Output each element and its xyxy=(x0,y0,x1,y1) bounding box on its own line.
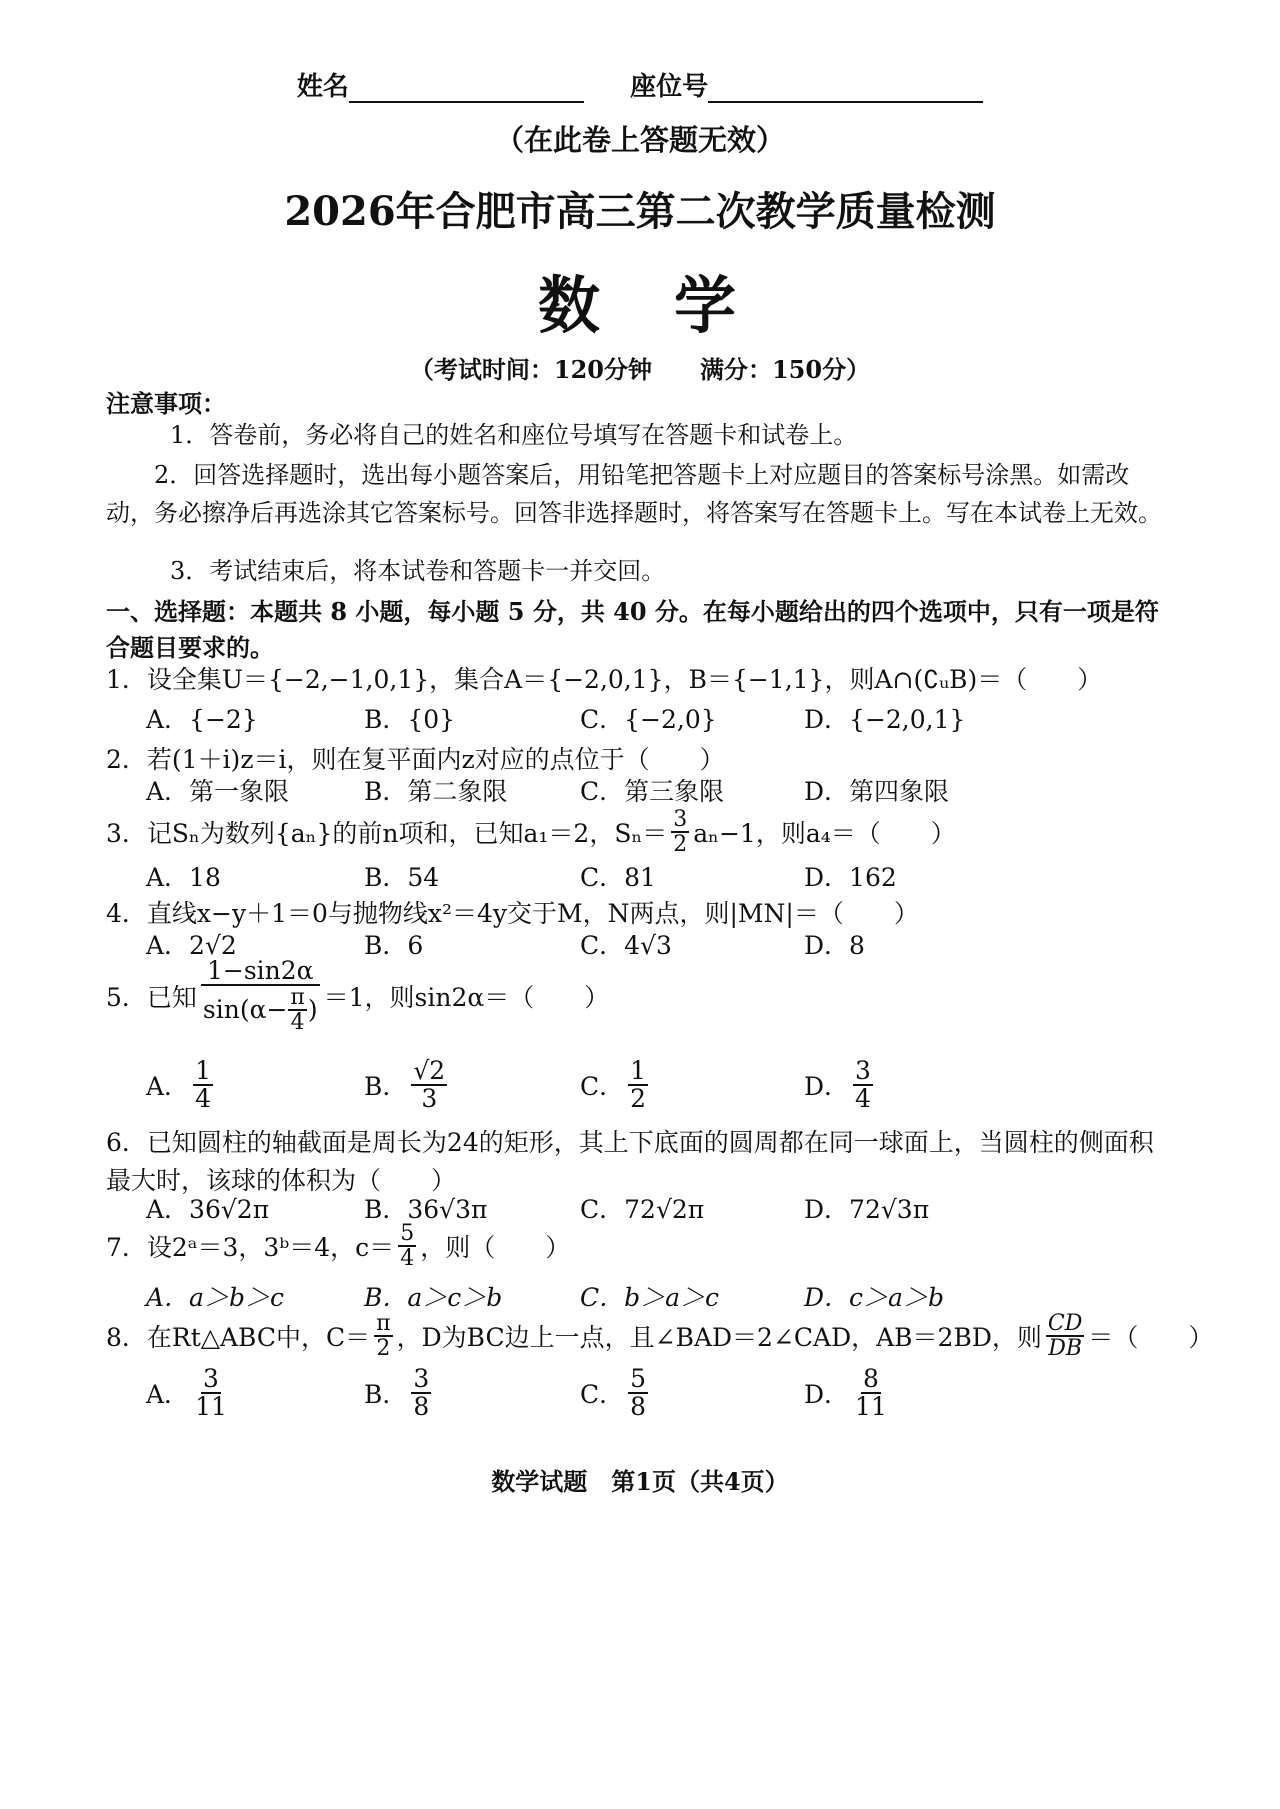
q5-option-b-num: √2 xyxy=(413,1056,446,1085)
student-info-line xyxy=(0,66,1280,103)
q8-pi-den: 2 xyxy=(376,1336,391,1362)
q8-option-c-num: 5 xyxy=(630,1364,647,1393)
q5-option-a-den: 4 xyxy=(195,1084,211,1114)
q7-stem-a: 7．设2ᵃ＝3，3ᵇ＝4，c＝ xyxy=(106,1233,395,1263)
instructions-heading: 注意事项： xyxy=(106,389,226,418)
q4-option-b[interactable]: B．6 xyxy=(364,931,424,960)
q5-option-a-num: 1 xyxy=(195,1056,211,1085)
q5-option-b[interactable] xyxy=(364,1058,451,1113)
q8-ratio-fraction xyxy=(1046,1312,1084,1360)
q8-stem xyxy=(106,1312,1213,1360)
q6-stem: 6．已知圆柱的轴截面是周长为24的矩形，其上下底面的圆周都在同一球面上，当圆柱的侧面积最大时，该球的体积为（ ） xyxy=(106,1128,1154,1195)
q8-option-c[interactable] xyxy=(580,1366,652,1421)
q7-option-b[interactable]: B．a＞c＞b xyxy=(364,1283,503,1312)
q8-option-a-den: 11 xyxy=(195,1392,227,1422)
q8-option-d-num: 8 xyxy=(863,1364,879,1393)
q3-frac-den: 2 xyxy=(673,832,688,858)
q8-option-c-den: 8 xyxy=(630,1392,647,1422)
q5-options xyxy=(0,1058,1280,1122)
seat-label: 座位号 xyxy=(630,72,709,102)
q1-options xyxy=(0,700,1280,740)
q5-den-a: sin(α− xyxy=(202,995,288,1025)
q8-option-c-label: C． xyxy=(580,1380,625,1410)
q8-options xyxy=(0,1366,1280,1430)
q8-option-d[interactable] xyxy=(804,1366,893,1421)
q5-option-d-label: D． xyxy=(804,1072,850,1102)
q2-option-d[interactable]: D．第四象限 xyxy=(804,777,950,806)
section1-heading: 一、选择题：本题共 8 小题，每小题 5 分，共 40 分。在每小题给出的四个选项中，只有一项是符合题目要求的。 xyxy=(106,597,1159,662)
q8-option-d-den: 11 xyxy=(855,1392,887,1422)
q6-option-b[interactable]: B．36√3π xyxy=(364,1195,488,1224)
q7-stem-b: ，则（ ） xyxy=(420,1233,571,1263)
q4-stem: 4．直线x−y＋1＝0与抛物线x²＝4y交于M，N两点，则|MN|＝（ ） xyxy=(106,899,919,928)
q5-frac-num: 1−sin2α xyxy=(201,958,320,986)
subject-title: 数 学 xyxy=(537,269,742,342)
q1-option-c[interactable]: C．{−2,0} xyxy=(580,705,717,734)
q8-ratio-num: CD xyxy=(1047,1311,1083,1336)
q7-option-a[interactable]: A．a＞b＞c xyxy=(146,1283,284,1312)
q5-den-b: ) xyxy=(307,995,318,1025)
q7-fraction xyxy=(398,1222,416,1270)
q2-stem: 2．若(1＋i)z＝i，则在复平面内z对应的点位于（ ） xyxy=(106,745,725,774)
q1-option-b[interactable]: B．{0} xyxy=(364,705,456,734)
q1-option-d[interactable]: D．{−2,0,1} xyxy=(804,705,966,734)
q8-ratio-den: DB xyxy=(1048,1336,1083,1362)
q8-pi-num: π xyxy=(376,1311,391,1336)
q8-stem-c: ＝（ ） xyxy=(1088,1323,1214,1353)
q8-option-b-num: 3 xyxy=(413,1364,430,1393)
exam-info: （考试时间：120分钟 满分：150分） xyxy=(409,355,871,384)
q8-option-d-label: D． xyxy=(804,1380,850,1410)
instruction-3: 3．考试结束后，将本试卷和答题卡一并交回。 xyxy=(170,557,666,585)
q5-option-c[interactable] xyxy=(580,1058,652,1113)
q8-option-b-den: 8 xyxy=(413,1392,430,1422)
q3-options xyxy=(0,858,1280,898)
q3-option-b[interactable]: B．54 xyxy=(364,863,440,892)
name-label: 姓名 xyxy=(296,72,349,102)
q3-frac-num: 3 xyxy=(673,807,688,832)
q8-option-b[interactable] xyxy=(364,1366,435,1421)
q5-frac-den xyxy=(201,986,320,1034)
q3-stem-b: aₙ−1，则a₄＝（ ） xyxy=(693,819,956,849)
page-footer: 数学试题 第1页（共4页） xyxy=(491,1467,789,1496)
q2-option-a[interactable]: A．第一象限 xyxy=(146,777,290,806)
q5-option-c-den: 2 xyxy=(630,1084,647,1114)
q5-option-b-den: 3 xyxy=(421,1084,438,1114)
q5-option-b-label: B． xyxy=(364,1072,408,1102)
q3-fraction xyxy=(671,808,689,856)
q5-option-a[interactable] xyxy=(146,1058,217,1113)
q6-option-d[interactable]: D．72√3π xyxy=(804,1195,930,1224)
q8-option-a[interactable] xyxy=(146,1366,233,1421)
q3-option-a[interactable]: A．18 xyxy=(146,863,221,892)
q8-option-b-label: B． xyxy=(364,1380,408,1410)
q3-stem xyxy=(106,808,956,856)
q2-option-c[interactable]: C．第三象限 xyxy=(580,777,725,806)
q7-frac-den: 4 xyxy=(400,1246,415,1272)
q2-option-b[interactable]: B．第二象限 xyxy=(364,777,508,806)
q6-option-a[interactable]: A．36√2π xyxy=(146,1195,270,1224)
q4-option-a[interactable]: A．2√2 xyxy=(146,931,237,960)
q5-main-fraction xyxy=(201,958,320,1034)
q7-frac-num: 5 xyxy=(400,1221,415,1246)
q5-option-c-num: 1 xyxy=(630,1056,647,1085)
q8-option-a-label: A． xyxy=(146,1380,190,1410)
q5-option-c-label: C． xyxy=(580,1072,625,1102)
q5-option-d-den: 4 xyxy=(855,1084,871,1114)
q5-pi-den: 4 xyxy=(290,1010,305,1036)
exam-title: 2026年合肥市高三第二次教学质量检测 xyxy=(284,188,996,235)
name-blank[interactable] xyxy=(349,71,584,103)
q6-option-c[interactable]: C．72√2π xyxy=(580,1195,705,1224)
q3-stem-a: 3．记Sₙ为数列{aₙ}的前n项和，已知a₁＝2，Sₙ＝ xyxy=(106,819,668,849)
instruction-1: 1．答卷前，务必将自己的姓名和座位号填写在答题卡和试卷上。 xyxy=(170,421,858,449)
q3-option-d[interactable]: D．162 xyxy=(804,863,897,892)
q1-option-a[interactable]: A．{−2} xyxy=(146,705,258,734)
q5-stem xyxy=(106,958,609,1034)
q7-stem xyxy=(106,1222,570,1270)
q5-option-d[interactable] xyxy=(804,1058,877,1113)
q5-prefix: 5．已知 xyxy=(106,983,197,1013)
seat-blank[interactable] xyxy=(708,71,983,103)
q8-stem-a: 8．在Rt△ABC中，C＝ xyxy=(106,1323,371,1353)
q4-option-c[interactable]: C．4√3 xyxy=(580,931,672,960)
instruction-2: 2．回答选择题时，选出每小题答案后，用铅笔把答题卡上对应题目的答案标号涂黑。如需改动，务必擦净后再选涂其它答案标号。回答非选择题时，将答案写在答题卡上。写在本试卷上无效。 xyxy=(106,461,1162,527)
q1-stem: 1．设全集U＝{−2,−1,0,1}，集合A＝{−2,0,1}，B＝{−1,1}，则A∩(∁ᵤB)＝（ ） xyxy=(106,665,1103,694)
q5-option-d-num: 3 xyxy=(855,1056,871,1085)
q7-option-d[interactable]: D．c＞a＞b xyxy=(804,1283,944,1312)
q3-option-c[interactable]: C．81 xyxy=(580,863,656,892)
q5-pi-fraction xyxy=(288,986,306,1034)
q5-option-a-label: A． xyxy=(146,1072,190,1102)
invalid-notice: （在此卷上答题无效） xyxy=(494,123,785,157)
q4-option-d[interactable]: D．8 xyxy=(804,931,865,960)
q8-pi-fraction xyxy=(374,1312,392,1360)
q5-pi-num: π xyxy=(290,985,305,1011)
q8-stem-b: ，D为BC边上一点，且∠BAD＝2∠CAD，AB＝2BD，则 xyxy=(396,1323,1042,1353)
q5-suffix: ＝1，则sin2α＝（ ） xyxy=(323,983,610,1013)
q7-option-c[interactable]: C．b＞a＞c xyxy=(580,1283,720,1312)
q2-options xyxy=(0,772,1280,812)
q8-option-a-num: 3 xyxy=(203,1364,219,1393)
